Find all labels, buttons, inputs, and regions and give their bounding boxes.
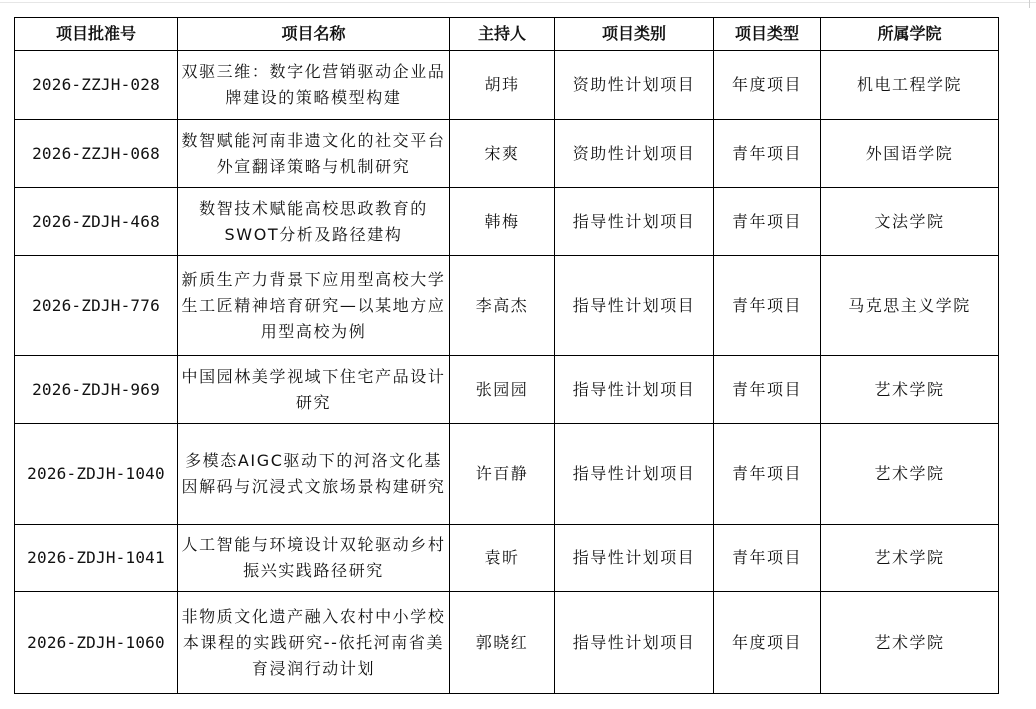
table-row	[15, 424, 999, 525]
cell-type: 青年项目	[714, 188, 821, 256]
cell-project-name: 数智技术赋能高校思政教育的SWOT分析及路径建构	[178, 188, 450, 256]
cell-host: 张园园	[450, 356, 555, 424]
cell-project-name: 多模态AIGC驱动下的河洛文化基因解码与沉浸式文旅场景构建研究	[178, 424, 450, 525]
cell-project-name: 新质生产力背景下应用型高校大学生工匠精神培育研究—以某地方应用型高校为例	[178, 256, 450, 356]
header-category: 项目类别	[555, 18, 714, 51]
table-row	[15, 356, 999, 424]
table-row	[15, 592, 999, 694]
cell-type: 青年项目	[714, 256, 821, 356]
cell-college: 艺术学院	[821, 424, 999, 525]
cell-type: 青年项目	[714, 120, 821, 188]
cell-type: 青年项目	[714, 424, 821, 525]
table-row	[15, 120, 999, 188]
cell-college: 艺术学院	[821, 525, 999, 592]
cell-type: 青年项目	[714, 356, 821, 424]
cell-category: 指导性计划项目	[555, 188, 714, 256]
cell-approval-number: 2026-ZZJH-028	[15, 51, 178, 120]
cell-host: 郭晓红	[450, 592, 555, 694]
cell-host: 韩梅	[450, 188, 555, 256]
cell-host: 许百静	[450, 424, 555, 525]
cell-type: 年度项目	[714, 51, 821, 120]
cell-college: 文法学院	[821, 188, 999, 256]
header-approval-number: 项目批准号	[15, 18, 178, 51]
header-host: 主持人	[450, 18, 555, 51]
header-type: 项目类型	[714, 18, 821, 51]
table-row	[15, 51, 999, 120]
cell-college: 外国语学院	[821, 120, 999, 188]
project-table	[14, 17, 999, 694]
cell-category: 指导性计划项目	[555, 424, 714, 525]
cell-type: 年度项目	[714, 592, 821, 694]
cell-college: 艺术学院	[821, 356, 999, 424]
cell-host: 胡玮	[450, 51, 555, 120]
table-row	[15, 188, 999, 256]
cell-approval-number: 2026-ZZJH-068	[15, 120, 178, 188]
table-header-row	[15, 18, 999, 51]
cell-project-name: 中国园林美学视域下住宅产品设计研究	[178, 356, 450, 424]
header-project-name: 项目名称	[178, 18, 450, 51]
top-divider	[0, 2, 1036, 3]
cell-project-name: 人工智能与环境设计双轮驱动乡村振兴实践路径研究	[178, 525, 450, 592]
header-college: 所属学院	[821, 18, 999, 51]
cell-approval-number: 2026-ZDJH-969	[15, 356, 178, 424]
cell-approval-number: 2026-ZDJH-1040	[15, 424, 178, 525]
cell-host: 袁昕	[450, 525, 555, 592]
cell-approval-number: 2026-ZDJH-776	[15, 256, 178, 356]
cell-approval-number: 2026-ZDJH-1041	[15, 525, 178, 592]
cell-category: 指导性计划项目	[555, 356, 714, 424]
cell-approval-number: 2026-ZDJH-1060	[15, 592, 178, 694]
cell-type: 青年项目	[714, 525, 821, 592]
table-row	[15, 525, 999, 592]
cell-approval-number: 2026-ZDJH-468	[15, 188, 178, 256]
cell-category: 指导性计划项目	[555, 525, 714, 592]
cell-host: 李高杰	[450, 256, 555, 356]
cell-host: 宋爽	[450, 120, 555, 188]
cell-category: 资助性计划项目	[555, 120, 714, 188]
cell-project-name: 双驱三维：数字化营销驱动企业品牌建设的策略模型构建	[178, 51, 450, 120]
cell-college: 机电工程学院	[821, 51, 999, 120]
cell-college: 马克思主义学院	[821, 256, 999, 356]
corner-tick	[1029, 0, 1030, 8]
cell-project-name: 数智赋能河南非遗文化的社交平台外宣翻译策略与机制研究	[178, 120, 450, 188]
cell-college: 艺术学院	[821, 592, 999, 694]
cell-category: 指导性计划项目	[555, 256, 714, 356]
cell-category: 指导性计划项目	[555, 592, 714, 694]
table-row	[15, 256, 999, 356]
cell-category: 资助性计划项目	[555, 51, 714, 120]
cell-project-name: 非物质文化遗产融入农村中小学校本课程的实践研究--依托河南省美育浸润行动计划	[178, 592, 450, 694]
